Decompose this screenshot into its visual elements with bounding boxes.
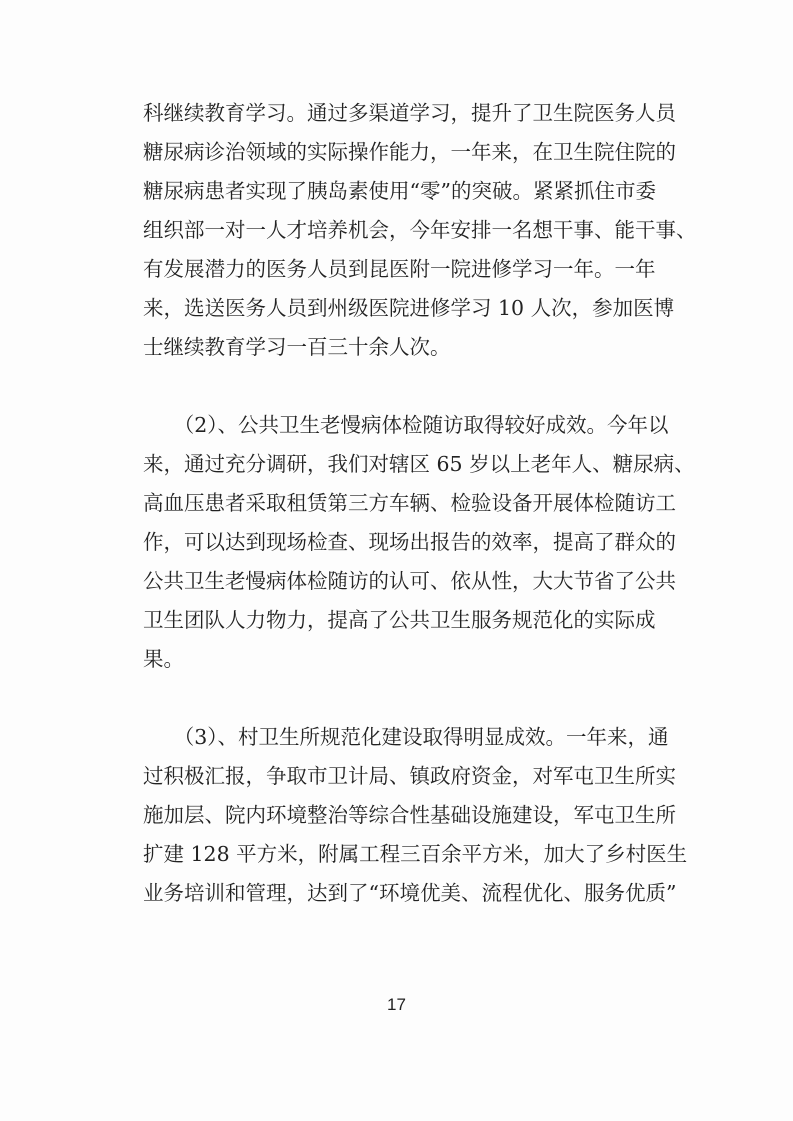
text-line: 施加层、院内环境整治等综合性基础设施建设，军屯卫生所 [143, 803, 676, 827]
paragraph-gap [143, 367, 691, 406]
text-line: 过积极汇报，争取市卫计局、镇政府资金，对军屯卫生所实 [143, 764, 676, 788]
paragraph-gap [143, 679, 691, 718]
body-text [143, 94, 697, 913]
text-line: 士继续教育学习一百三十余人次。 [143, 335, 451, 359]
page-number: 17 [387, 995, 406, 1014]
text-line: 来，通过充分调研，我们对辖区 65 岁以上老年人、糖尿病、 [143, 452, 695, 476]
text-line: 高血压患者采取租赁第三方车辆、检验设备开展体检随访工 [143, 491, 676, 515]
text-line: （2）、公共卫生老慢病体检随访取得较好成效。今年以 [143, 413, 669, 437]
text-line: 来，选送医务人员到州级医院进修学习 10 人次，参加医博 [143, 296, 675, 320]
text-line: 组织部一对一人才培养机会，今年安排一名想干事、能干事、 [143, 218, 697, 242]
text-line: 业务培训和管理，达到了“环境优美、流程优化、服务优质” [143, 881, 677, 905]
text-line: 科继续教育学习。通过多渠道学习，提升了卫生院医务人员 [143, 101, 676, 125]
text-line: 扩建 128 平方米，附属工程三百余平方米，加大了乡村医生 [143, 842, 688, 866]
text-line: （3）、村卫生所规范化建设取得明显成效。一年来，通 [143, 725, 669, 749]
text-line: 有发展潜力的医务人员到昆医附一院进修学习一年。一年 [143, 257, 656, 281]
text-line: 作，可以达到现场检查、现场出报告的效率，提高了群众的 [143, 530, 676, 554]
text-line: 果。 [143, 647, 184, 671]
text-line: 卫生团队人力物力，提高了公共卫生服务规范化的实际成 [143, 608, 656, 632]
text-line: 公共卫生老慢病体检随访的认可、依从性，大大节省了公共 [143, 569, 676, 593]
text-line: 糖尿病诊治领域的实际操作能力，一年来，在卫生院住院的 [143, 140, 676, 164]
text-line: 糖尿病患者实现了胰岛素使用“零”的突破。紧紧抓住市委 [143, 179, 656, 203]
